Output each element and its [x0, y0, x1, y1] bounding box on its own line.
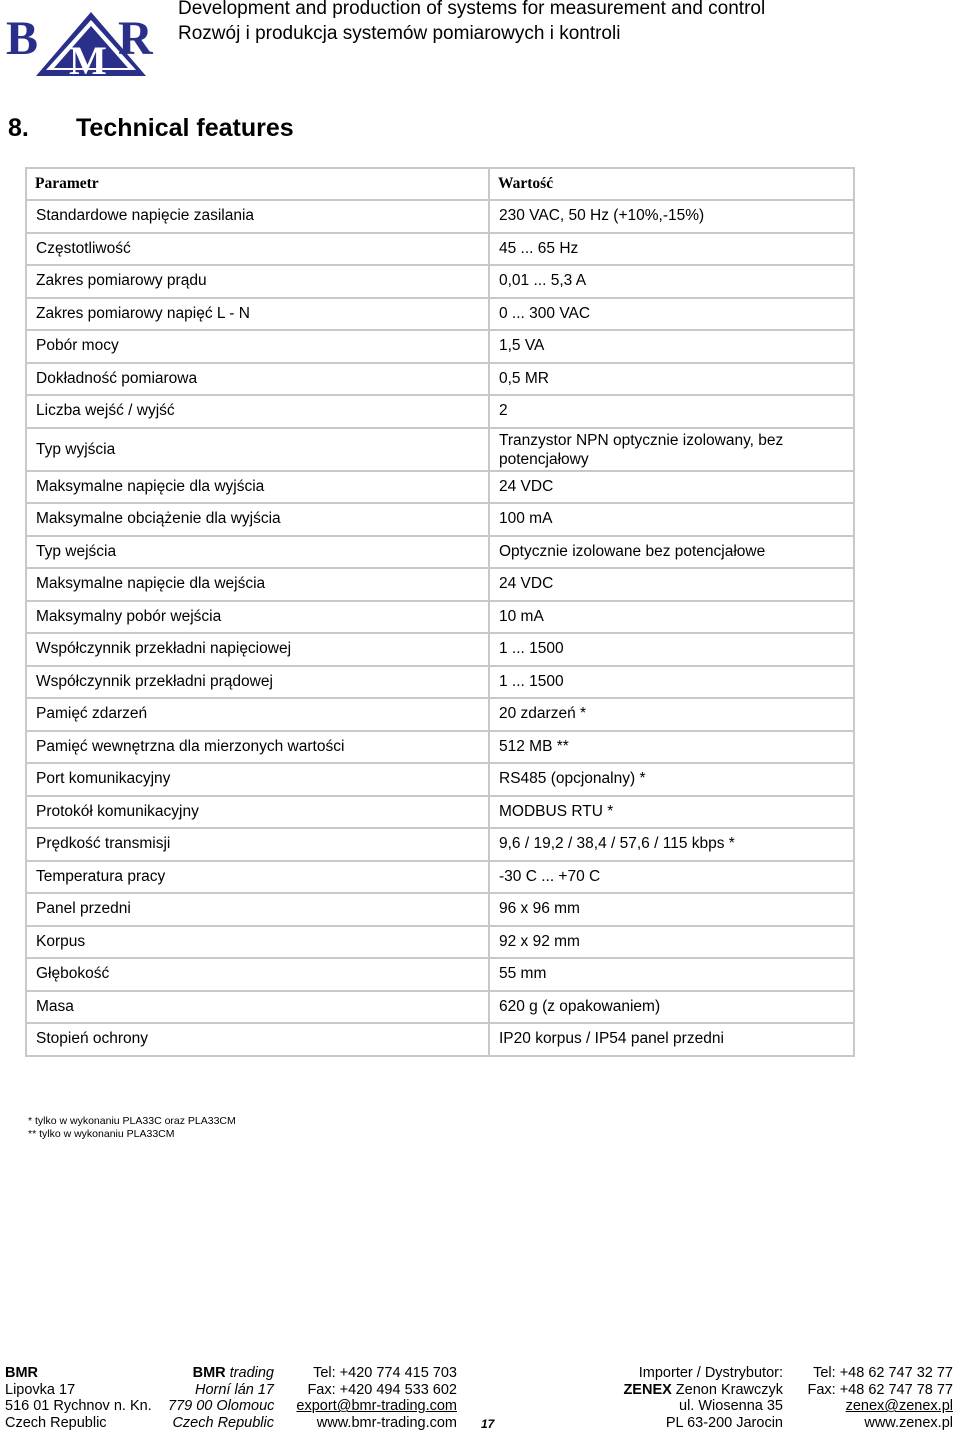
value-cell: 2 [489, 395, 854, 428]
table-row [26, 828, 854, 861]
param-cell: Prędkość transmisji [26, 828, 489, 861]
table-row [26, 1023, 854, 1056]
table-row [26, 926, 854, 959]
table-row [26, 428, 854, 471]
value-cell: 100 mA [489, 503, 854, 536]
table-row [26, 893, 854, 926]
param-cell: Pamięć wewnętrzna dla mierzonych wartości [26, 731, 489, 764]
param-cell: Protokół komunikacyjny [26, 796, 489, 829]
param-cell: Maksymalne obciążenie dla wyjścia [26, 503, 489, 536]
value-cell: 0 ... 300 VAC [489, 298, 854, 331]
footer-importer-label: Importer / Dystrybutor: [638, 1365, 783, 1381]
table-row [26, 958, 854, 991]
footer-trading-fax: Fax: +420 494 533 602 [307, 1381, 457, 1398]
value-cell: -30 C ... +70 C [489, 861, 854, 894]
footer-importer-tel: Tel: +48 62 747 32 77 [813, 1365, 953, 1381]
param-cell: Częstotliwość [26, 233, 489, 266]
footer-bmr-name: BMR [5, 1365, 39, 1381]
value-cell: 55 mm [489, 958, 854, 991]
footer-trading-country: Czech Republic [172, 1414, 274, 1431]
table-row [26, 763, 854, 796]
footer-importer-contact [796, 1365, 953, 1431]
svg-text:B: B [6, 12, 39, 65]
table-row [26, 503, 854, 536]
footer-trading-address [168, 1365, 274, 1431]
param-cell: Pamięć zdarzeń [26, 698, 489, 731]
footer-importer-website-link[interactable]: www.zenex.pl [864, 1414, 953, 1431]
param-cell: Panel przedni [26, 893, 489, 926]
value-cell: 230 VAC, 50 Hz (+10%,-15%) [489, 200, 854, 233]
footer-importer-email-link[interactable]: zenex@zenex.pl [845, 1398, 953, 1415]
value-cell: 96 x 96 mm [489, 893, 854, 926]
param-cell: Typ wejścia [26, 536, 489, 569]
param-cell: Zakres pomiarowy napięć L - N [26, 298, 489, 331]
value-cell: 512 MB ** [489, 731, 854, 764]
value-cell: 0,5 MR [489, 363, 854, 396]
table-row [26, 601, 854, 634]
param-cell: Maksymalne napięcie dla wyjścia [26, 471, 489, 504]
param-cell: Współczynnik przekładni napięciowej [26, 633, 489, 666]
value-cell: Optycznie izolowane bez potencjałowe [489, 536, 854, 569]
section-title [8, 114, 294, 143]
value-cell: MODBUS RTU * [489, 796, 854, 829]
table-row [26, 265, 854, 298]
footer-importer-street: ul. Wiosenna 35 [679, 1398, 783, 1415]
param-cell: Głębokość [26, 958, 489, 991]
footer-trading-tel: Tel: +420 774 415 703 [313, 1365, 457, 1381]
section-number: 8. [8, 114, 29, 142]
footer-trading-email-link[interactable]: export@bmr-trading.com [296, 1398, 457, 1415]
header-value: Wartość [489, 168, 854, 200]
table-row [26, 568, 854, 601]
table-row [26, 666, 854, 699]
param-cell: Maksymalny pobór wejścia [26, 601, 489, 634]
footer-trading-website-link[interactable]: www.bmr-trading.com [316, 1414, 457, 1431]
table-row [26, 796, 854, 829]
bmr-logo [6, 8, 156, 78]
header-tagline-en: Development and production of systems for measurement and control [178, 0, 766, 19]
footer-trading-contact [292, 1365, 457, 1431]
footer-bmr-city: 516 01 Rychnov n. Kn. [5, 1398, 152, 1415]
value-cell: 1 ... 1500 [489, 666, 854, 699]
header-tagline-pl: Rozwój i produkcja systemów pomiarowych i kontroli [178, 23, 621, 44]
value-cell: Tranzystor NPN optycznie izolowany, bez potencjałowy [489, 428, 854, 471]
param-cell: Pobór mocy [26, 330, 489, 363]
param-cell: Stopień ochrony [26, 1023, 489, 1056]
footer-trading-street: Horní lán 17 [195, 1381, 274, 1398]
value-cell: 1 ... 1500 [489, 633, 854, 666]
table-row [26, 330, 854, 363]
footer-importer-fax: Fax: +48 62 747 78 77 [807, 1381, 953, 1398]
param-cell: Typ wyjścia [26, 428, 489, 471]
table-row [26, 861, 854, 894]
table-row [26, 536, 854, 569]
table-row [26, 991, 854, 1024]
value-cell: 24 VDC [489, 568, 854, 601]
header-param: Parametr [26, 168, 489, 200]
value-cell: RS485 (opcjonalny) * [489, 763, 854, 796]
table-row [26, 298, 854, 331]
value-cell: 620 g (z opakowaniem) [489, 991, 854, 1024]
footer-bmr-country: Czech Republic [5, 1414, 107, 1431]
param-cell: Temperatura pracy [26, 861, 489, 894]
value-cell: 92 x 92 mm [489, 926, 854, 959]
param-cell: Port komunikacyjny [26, 763, 489, 796]
page-number: 17 [481, 1417, 495, 1431]
param-cell: Współczynnik przekładni prądowej [26, 666, 489, 699]
table-header-row [26, 168, 854, 200]
section-title-text: Technical features [76, 114, 294, 142]
svg-text:M: M [69, 38, 107, 78]
footer [0, 1365, 960, 1432]
value-cell: 9,6 / 19,2 / 38,4 / 57,6 / 115 kbps * [489, 828, 854, 861]
value-cell: 45 ... 65 Hz [489, 233, 854, 266]
param-cell: Dokładność pomiarowa [26, 363, 489, 396]
table-row [26, 363, 854, 396]
svg-text:R: R [118, 12, 153, 65]
footer-bmr-address [5, 1365, 152, 1431]
value-cell: 10 mA [489, 601, 854, 634]
table-row [26, 731, 854, 764]
param-cell: Standardowe napięcie zasilania [26, 200, 489, 233]
param-cell: Liczba wejść / wyjść [26, 395, 489, 428]
footnote-2: ** tylko w wykonaniu PLA33CM [28, 1128, 175, 1140]
value-cell: IP20 korpus / IP54 panel przedni [489, 1023, 854, 1056]
table-row [26, 395, 854, 428]
footer-importer-city: PL 63-200 Jarocin [665, 1414, 783, 1431]
value-cell: 0,01 ... 5,3 A [489, 265, 854, 298]
footer-importer-name: ZENEX Zenon Krawczyk [623, 1381, 783, 1398]
footer-trading-city: 779 00 Olomouc [168, 1398, 275, 1415]
param-cell: Maksymalne napięcie dla wejścia [26, 568, 489, 601]
technical-features-table [25, 167, 855, 1057]
table-row [26, 200, 854, 233]
param-cell: Masa [26, 991, 489, 1024]
value-cell: 1,5 VA [489, 330, 854, 363]
value-cell: 20 zdarzeń * [489, 698, 854, 731]
footnote-1: * tylko w wykonaniu PLA33C oraz PLA33CM [28, 1115, 236, 1127]
value-cell: 24 VDC [489, 471, 854, 504]
param-cell: Zakres pomiarowy prądu [26, 265, 489, 298]
table-row [26, 233, 854, 266]
param-cell: Korpus [26, 926, 489, 959]
footer-trading-name: BMR trading [192, 1365, 274, 1381]
footer-bmr-street: Lipovka 17 [5, 1381, 76, 1398]
table-row [26, 633, 854, 666]
table-row [26, 698, 854, 731]
table-row [26, 471, 854, 504]
footer-importer-address [600, 1365, 783, 1431]
